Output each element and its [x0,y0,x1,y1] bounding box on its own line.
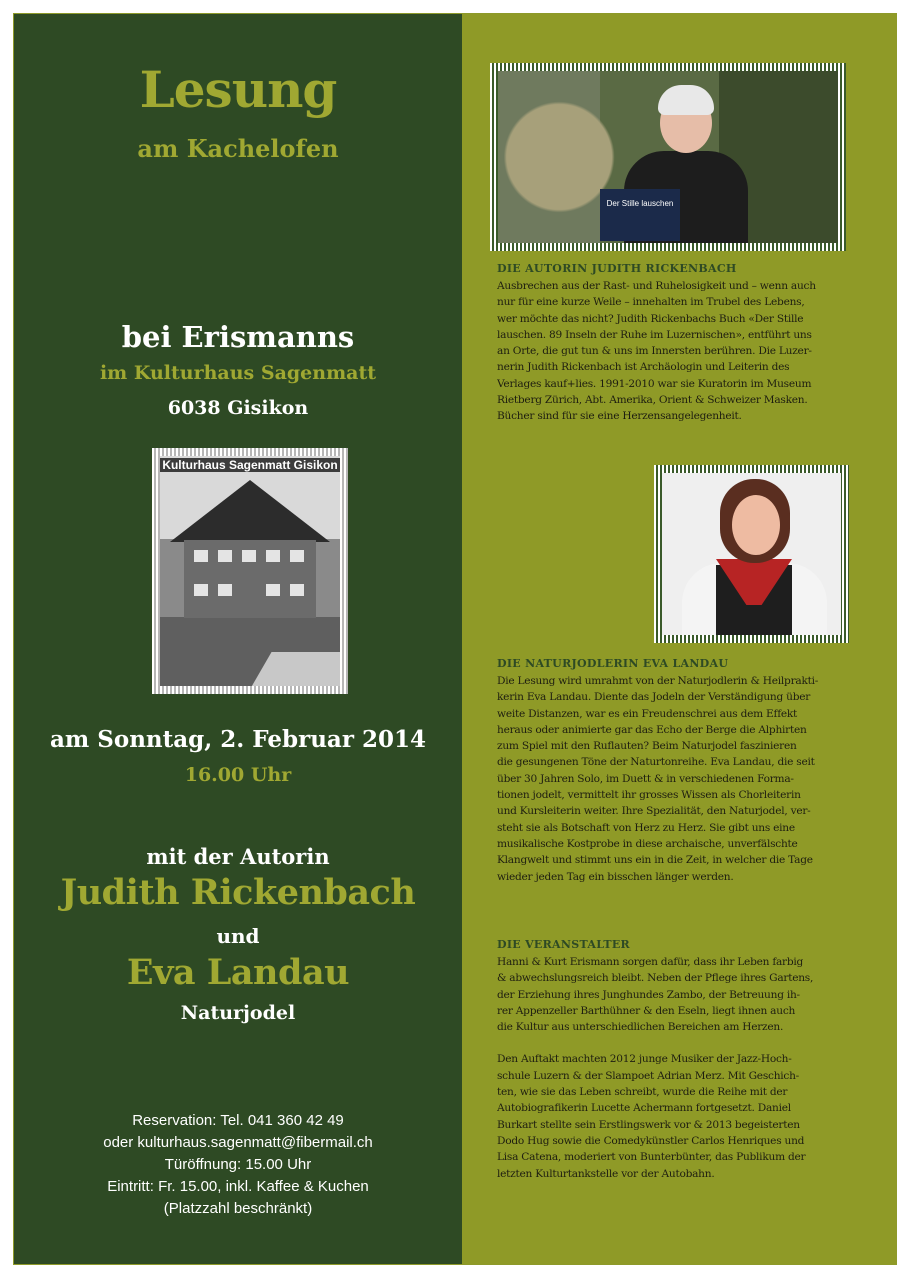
house-window [194,584,208,596]
house-roof [170,480,330,542]
house-window [242,550,256,562]
door-opening: Türöffnung: 15.00 Uhr [164,1156,312,1173]
admission: Eintritt: Fr. 15.00, inkl. Kaffee & Kuchen [107,1178,369,1195]
yodeler-section-heading: DIE NATURJODLERIN EVA LANDAU [497,657,729,670]
paragraph-line: & abwechslungsreich bleibt. Neben der Pflege ihres Gartens, [497,972,814,985]
event-time: 16.00 Uhr [184,764,292,786]
paragraph-line: wer möchte das nicht? Judith Rickenbachs Buch «Der Stille [497,312,804,325]
paragraph-line: Die Lesung wird umrahmt von der Naturjodlerin & Heilprakti- [497,675,819,687]
yodeler-name: Eva Landau [126,952,350,993]
and-label: und [216,924,260,948]
paragraph-line: tionen jodelt, vermittelt ihr grosses Wissen als Chorleiterin [497,789,801,802]
paragraph-line: musikalische Kostprobe in diese archaische, unverfälschte [497,837,798,850]
paragraph-line: Klangwelt und stimmt uns ein in die Zeit, in welcher die Tage [497,854,813,867]
book-cover [600,189,680,241]
limited-seats-note: (Platzzahl beschränkt) [163,1200,313,1217]
paragraph-line: die Kultur aus unterschiedlichen Bereichen am Herzen. [497,1021,784,1034]
paragraph-line: Rietberg Zürich, Abt. Amerika, Orient & Schweizer Masken. [497,394,808,407]
house-photo-frame [152,448,348,694]
event-date: am Sonntag, 2. Februar 2014 [50,726,426,753]
left-panel [14,14,462,1264]
paragraph-line: letzten Kulturtankstelle vor der Autobahn. [497,1167,715,1180]
yodel-label: Naturjodel [180,1002,296,1024]
paragraph-line: Dodo Hug sowie die Comedykünstler Carlos Henriques und [497,1134,805,1147]
paragraph-line: und Kursleiterin weiter. Ihre Spezialität, den Naturjodel, ver- [497,805,811,818]
paragraph-line: heraus oder animierte gar das Echo der Berge die Alphirten [497,723,807,736]
paragraph-line: nerin Judith Rickenbach ist Archäologin und Leiterin des [497,361,790,374]
venue-location: 6038 Gisikon [167,397,309,419]
house-window [218,584,232,596]
paragraph-line: über 30 Jahren Solo, im Duett & in verschiedenen Forma- [497,772,794,785]
with-author-label: mit der Autorin [146,844,330,869]
paragraph-line: steht sie als Botschaft von Herz zu Herz. Sie gibt uns eine [497,821,795,834]
paragraph-line: zum Spiel mit den Ruflauten? Beim Naturjodel faszinieren [497,740,797,753]
author-name: Judith Rickenbach [60,872,416,913]
event-subtitle: am Kachelofen [137,134,339,163]
paragraph-line: Burkart stellte sein Erstlingswerk vor & 2013 begeisterten [497,1118,800,1131]
paragraph-line: Ausbrechen aus der Rast- und Ruhelosigkeit und – wenn auch [497,280,816,292]
author-section [497,262,843,425]
paragraph-line: Lisa Catena, moderiert von Bunterbünter, das Publikum der [497,1151,806,1164]
organizers-section-heading: DIE VERANSTALTER [497,938,630,951]
paragraph-line: an Orte, die gut tun & uns im Innersten berühren. Die Luzer- [497,345,812,358]
paragraph-line: rer Appenzeller Barthühner & den Eseln, liegt ihnen auch [497,1004,796,1017]
paragraph-line: Bücher sind für sie eine Herzensangelegenheit. [497,410,742,423]
author-photo-frame [490,63,846,251]
paragraph-line: lauschen. 89 Inseln der Ruhe im Luzernischen», entführt uns [497,328,812,341]
author-photo-hair [658,85,714,115]
venue-name: im Kulturhaus Sagenmatt [99,362,377,384]
host-name: bei Erismanns [121,320,355,354]
paragraph-gap [497,1035,843,1051]
yodeler-photo-face [732,495,780,555]
paragraph-line: ten, wie sie das Leben schreibt, wurde die Reihe mit der [497,1086,788,1099]
yodeler-section [497,657,843,885]
paragraph-line: die gesungenen Töne der Naturtonreihe. Eva Landau, die seit [497,756,815,769]
paragraph-line: wieder jeden Tag ein bisschen länger werden. [497,870,734,883]
house-window [266,550,280,562]
paragraph-line: der Erziehung ihres Junghundes Zambo, der Betreuung ih- [497,988,800,1001]
house-facade [184,540,316,618]
paragraph-line: kerin Eva Landau. Diente das Jodeln der Verständigung über [497,691,811,704]
house-photo [160,456,340,686]
organizers-section [497,938,843,1182]
yodeler-photo [662,473,841,635]
paragraph-line: Den Auftakt machten 2012 junge Musiker der Jazz-Hoch- [497,1053,792,1066]
paragraph-line: schule Luzern & der Slampoet Adrian Merz. Mit Geschich- [497,1069,799,1082]
paragraph-line: Autobiografikerin Lucette Achermann fortgesetzt. Daniel [497,1102,791,1115]
book-cover-title: Der Stille lauschen [606,199,674,208]
paragraph-line: Verlages kauf+lies. 1991-2010 war sie Kuratorin im Museum [497,377,812,390]
house-photo-caption: Kulturhaus Sagenmatt Gisikon [160,458,340,472]
paragraph-line: nur für eine kurze Weile – innehalten im Trubel des Lebens, [497,296,805,309]
house-road [248,652,340,686]
yodeler-photo-frame [654,465,849,643]
house-window [266,584,280,596]
author-section-heading: DIE AUTORIN JUDITH RICKENBACH [497,262,737,275]
house-window [194,550,208,562]
house-window [218,550,232,562]
reservation-phone: Reservation: Tel. 041 360 42 49 [132,1112,344,1129]
paragraph-line: weite Distanzen, war es ein Freudenschrei aus dem Effekt [497,707,798,720]
event-title: Lesung [139,60,337,119]
reservation-info [14,1110,462,1220]
reservation-email: oder kulturhaus.sagenmatt@fibermail.ch [103,1134,373,1151]
paragraph-line: Hanni & Kurt Erismann sorgen dafür, dass ihr Leben farbig [497,956,804,968]
author-photo [498,71,838,243]
house-window [290,550,304,562]
house-window [290,584,304,596]
